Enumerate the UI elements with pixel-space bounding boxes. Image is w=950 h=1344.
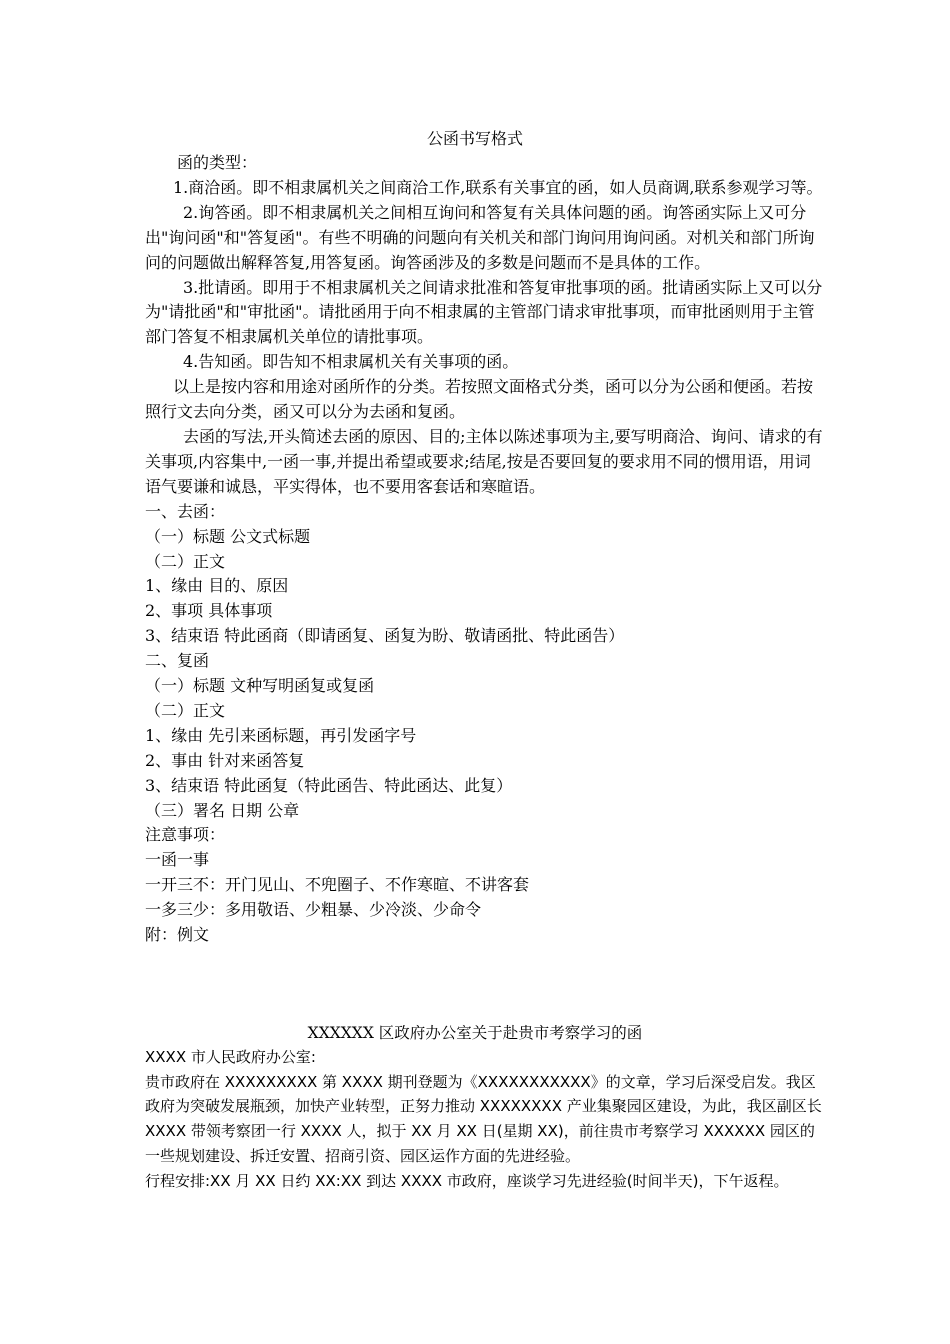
outline-item: 3、结束语 特此函复（特此函告、特此函达、此复）: [145, 775, 513, 795]
writing-paragraph: 去函的写法,开头简述去函的原因、目的;主体以陈述事项为主,要写明商洽、询问、请求的有关事项,内容集中,一函一事,并提出希望或要求;结尾,按是否要回复的要求用不同的惯用语，用词语气要谦和诚恳，平实得体，也不要用客套话和寒暄语。: [145, 426, 823, 496]
sample-paragraph: 贵市政府在 XXXXXXXXX 第 XXXX 期刊登题为《XXXXXXXXXXX》的文章，学习后深受启发。我区政府为突破发展瓶颈，加快产业转型，正努力推动 XXXXXXXX 产业集聚园区建设，为此，我区副区长 XXXX 带领考察团一行 XXXX 人，拟于 XX 月 XX 日(星期 XX)，前往贵市考察学习 XXXXXX 园区的一些规划建设、拆迁安置、招商引资、园区运作方面的先进经验。: [145, 1072, 822, 1165]
sample-paragraph: 行程安排:XX 月 XX 日约 XX:XX 到达 XXXX 市政府，座谈学习先进经验(时间半天)，下午返程。: [145, 1171, 789, 1190]
outline-item: 1、缘由 先引来函标题，再引发函字号: [145, 725, 417, 745]
sample-letter-body: [145, 1045, 825, 1193]
outline-item: 2、事由 针对来函答复: [145, 750, 305, 770]
outline-item: 注意事项：: [145, 825, 226, 845]
sample-addressee: XXXX 市人民政府办公室:: [145, 1048, 316, 1066]
outline-item: （三）署名 日期 公章: [145, 800, 300, 820]
outline-item: 一开三不：开门见山、不兜圈子、不作寒暄、不讲客套: [145, 875, 530, 895]
outline-item: （二）正文: [145, 551, 226, 571]
types-heading: 函的类型：: [177, 153, 258, 172]
outline-item: 附：例文: [145, 925, 210, 945]
document-title: 公函书写格式: [426, 129, 523, 148]
type-2-paragraph: 2.询答函。即不相隶属机关之间相互询问和答复有关具体问题的函。询答函实际上又可分出"询问函"和"答复函"。有些不明确的问题向有关机关和部门询问用询问函。对机关和部门所询问的问题做出解释答复,用答复函。询答函涉及的多数是问题而不是具体的工作。: [145, 202, 815, 272]
outline-item: 3、结束语 特此函商（即请函复、函复为盼、敬请函批、特此函告）: [145, 626, 625, 646]
type-1-paragraph: 1.商洽函。即不相隶属机关之间商洽工作,联系有关事宜的函，如人员商调,联系参观学习等。: [173, 177, 823, 197]
outline-item: （一）标题 文种写明函复或复函: [145, 676, 375, 696]
outline-item: 2、事项 具体事项: [145, 601, 273, 621]
document-body: [145, 151, 825, 948]
outline-item: 1、缘由 目的、原因: [145, 576, 289, 596]
sample-letter-title: XXXXXX 区政府办公室关于赴贵市考察学习的函: [307, 1024, 643, 1042]
type-3-paragraph: 3.批请函。即用于不相隶属机关之间请求批准和答复审批事项的函。批请函实际上又可以分为"请批函"和"审批函"。请批函用于向不相隶属的主管部门请求审批事项，而审批函则用于主管部门答复不相隶属机关单位的请批事项。: [145, 277, 823, 347]
type-4-paragraph: 4.告知函。即告知不相隶属机关有关事项的函。: [183, 352, 519, 372]
outline-item: 二、复函: [145, 651, 210, 671]
outline-item: 一多三少：多用敬语、少粗暴、少冷淡、少命令: [145, 900, 482, 920]
outline-item: （一）标题 公文式标题: [145, 526, 311, 546]
outline-item: 一函一事: [145, 850, 210, 870]
outline-item: 一、去函：: [145, 501, 226, 521]
outline-item: （二）正文: [145, 700, 226, 720]
classification-paragraph: 以上是按内容和用途对函所作的分类。若按照文面格式分类，函可以分为公函和便函。若按照行文去向分类，函又可以分为去函和复函。: [145, 377, 814, 422]
